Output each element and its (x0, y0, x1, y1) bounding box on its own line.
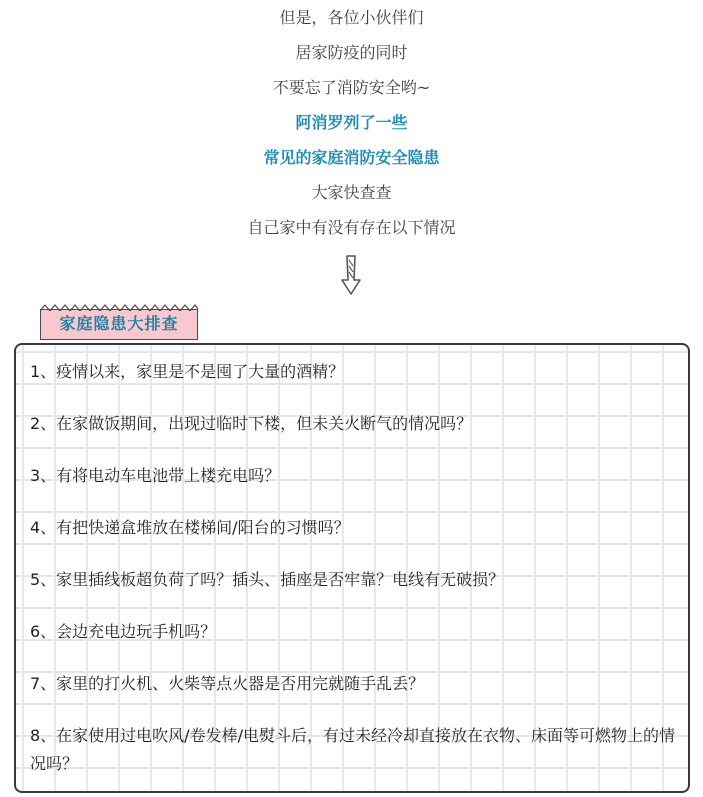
down-arrow-icon (339, 254, 363, 296)
intro-line: 居家防疫的同时 (295, 43, 408, 62)
checklist-item: 3、有将电动车电池带上楼充电吗？ (30, 466, 281, 485)
intro-line: 自己家中有没有存在以下情况 (247, 218, 456, 237)
intro-text (0, 0, 703, 245)
checklist-item: 6、会边充电边玩手机吗？ (30, 622, 217, 641)
checklist-item: 2、在家做饭期间，出现过临时下楼，但未关火断气的情况吗？ (30, 414, 473, 433)
zigzag-edge (40, 303, 198, 311)
checklist-title-tag (40, 309, 198, 340)
intro-line: 但是，各位小伙伴们 (279, 8, 424, 27)
intro-line: 不要忘了消防安全哟~ (272, 78, 431, 97)
checklist-item: 5、家里插线板超负荷了吗？插头、插座是否牢靠？电线有无破损？ (30, 570, 505, 589)
intro-line: 大家快查查 (311, 183, 392, 202)
checklist-item: 8、在家使用过电吹风/卷发棒/电熨斗后，有过未经冷却直接放在衣物、床面等可燃物上的情况吗？ (30, 726, 675, 773)
checklist-title: 家庭隐患大排查 (59, 314, 179, 333)
checklist-item: 1、疫情以来，家里是不是囤了大量的酒精？ (30, 362, 345, 381)
intro-highlight-line: 常见的家庭消防安全隐患 (263, 148, 440, 167)
intro-highlight-line: 阿消罗列了一些 (295, 113, 408, 132)
checklist-item: 7、家里的打火机、火柴等点火器是否用完就随手乱丢？ (30, 674, 425, 693)
checklist-item: 4、有把快递盒堆放在楼梯间/阳台的习惯吗？ (30, 518, 350, 537)
checklist-panel (14, 343, 690, 793)
